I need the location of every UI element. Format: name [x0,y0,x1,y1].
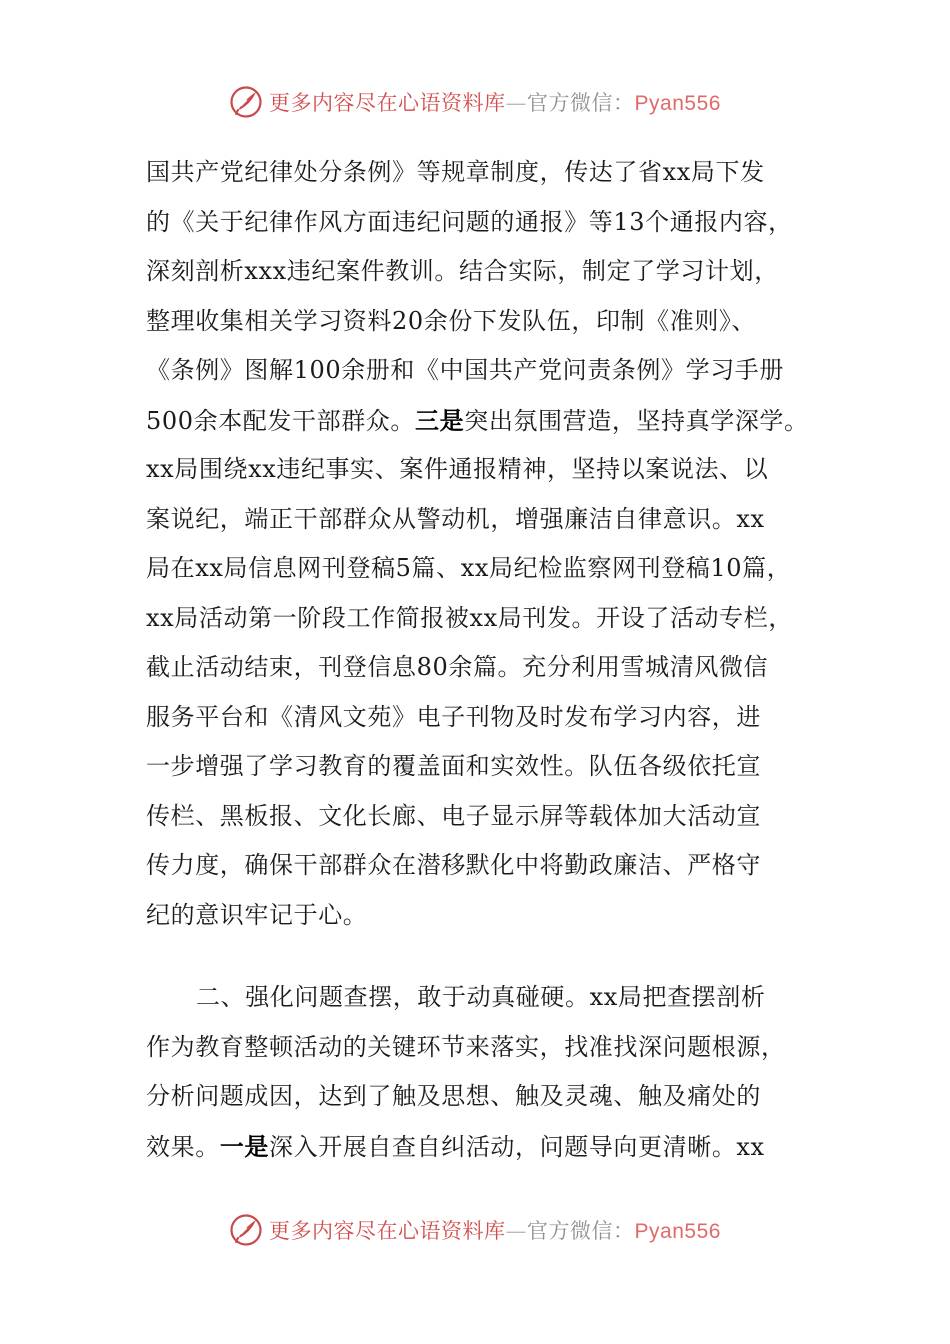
text-line: 500余本配发干部群众。三是突出氛围营造，坚持真学深学。 [146,405,809,435]
watermark-text: 更多内容尽在心语资料库—官方微信：Pyan556 [269,1219,721,1243]
text-line: 效果。一是深入开展自查自纠活动，问题导向更清晰。xx [146,1131,765,1161]
text-line: 国共产党纪律处分条例》等规章制度，传达了省xx局下发 [146,158,765,186]
text-line: 案说纪，端正干部群众从警动机，增强廉洁自律意识。xx [146,504,765,533]
quill-logo-icon [229,1213,263,1247]
section-heading-line: 二、强化问题查摆，敢于动真碰硬。xx局把查摆剖析 [196,983,766,1011]
header-watermark [0,82,950,122]
footer-watermark [0,1210,950,1250]
text-line: 一步增强了学习教育的覆盖面和实效性。队伍各级依托宣 [146,752,761,780]
text-line: 纪的意识牢记于心。 [146,900,368,929]
text-line: 服务平台和《清风文苑》电子刊物及时发布学习内容，进 [146,702,761,731]
text-line: 传栏、黑板报、文化长廊、电子显示屏等载体加大活动宣 [146,801,761,830]
text-line: xx局围绕xx违纪事实、案件通报精神，坚持以案说法、以 [146,455,769,483]
text-line: 深刻剖析xxx违纪案件教训。结合实际，制定了学习计划， [146,257,779,285]
paragraph-gap [146,940,836,973]
text-line: 《条例》图解100余册和《中国共产党问责条例》学习手册 [146,356,785,384]
text-line: 传力度，确保干部群众在潜移默化中将勤政廉洁、严格守 [146,851,761,879]
text-line: 整理收集相关学习资料20余份下发队伍，印制《准则》、 [146,306,757,335]
bold-keyword: 一是 [219,1131,270,1161]
section-two-paragraph [146,973,836,1171]
text-line: 作为教育整顿活动的关键环节来落实，找准找深问题根源， [146,1032,786,1061]
text-line: 的《关于纪律作风方面违纪问题的通报》等13个通报内容， [146,207,793,236]
text-line: 截止活动结束，刊登信息80余篇。充分利用雪城清风微信 [146,653,769,681]
watermark-text: 更多内容尽在心语资料库—官方微信：Pyan556 [269,91,721,115]
document-body [146,148,836,1171]
paragraph-continuation [146,148,836,940]
quill-logo-icon [229,85,263,119]
text-line: 局在xx局信息网刊登稿5篇、xx局纪检监察网刊登稿10篇， [146,554,792,582]
bold-keyword: 三是 [415,405,465,435]
text-line: xx局活动第一阶段工作简报被xx局刊发。开设了活动专栏， [146,603,793,632]
text-line: 分析问题成因，达到了触及思想、触及灵魂、触及痛处的 [146,1082,761,1110]
